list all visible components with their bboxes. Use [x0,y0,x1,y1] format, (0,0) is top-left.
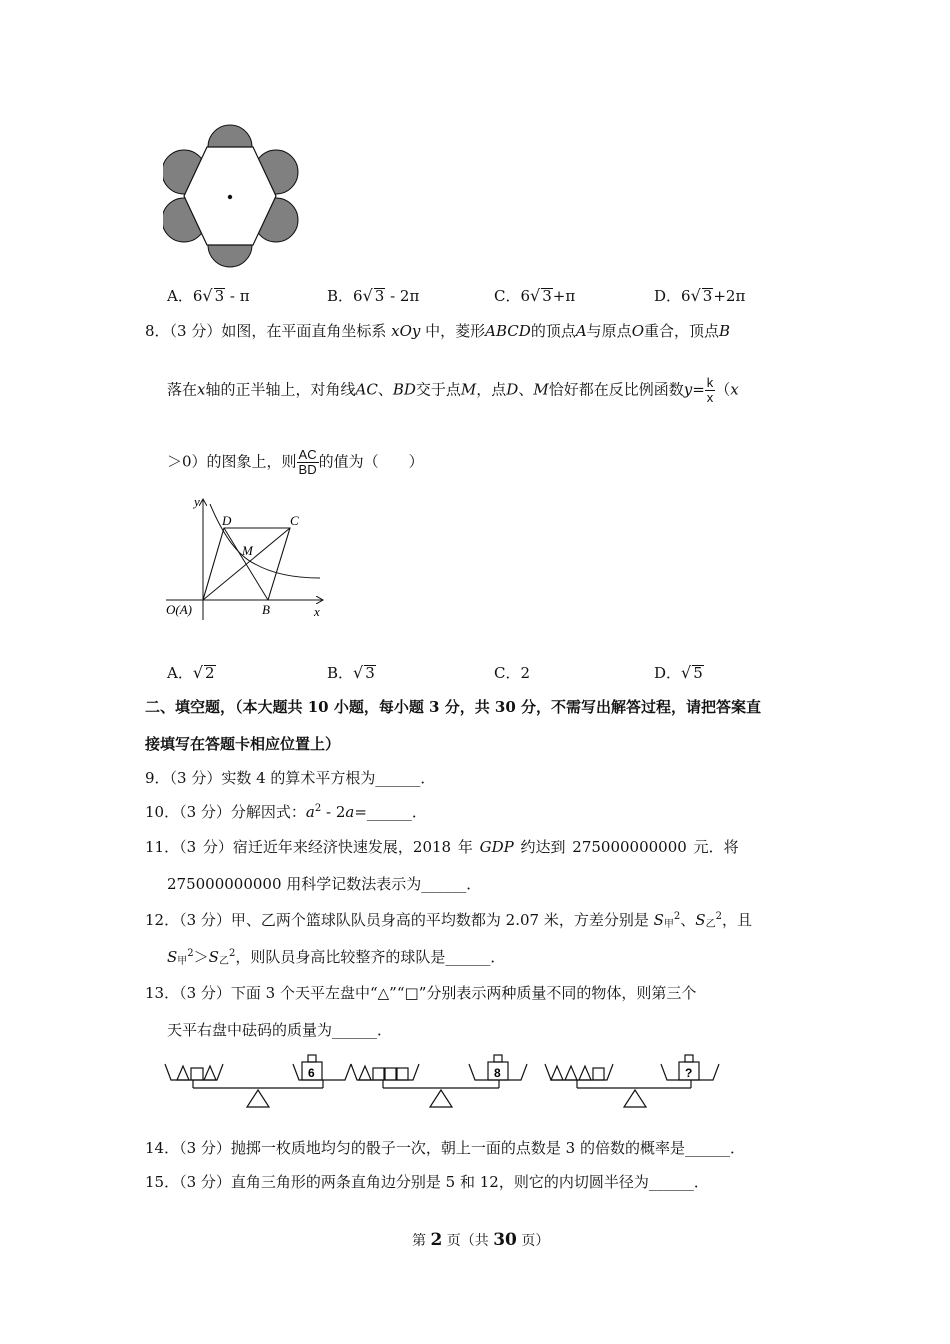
q7-option-b: B．6√ 3 - 2π [327,286,420,305]
graph-label-c: C [290,513,299,528]
k-over-x-fraction: $\frac{k}{x}$ [706,375,714,405]
q8-line1: 8．（3 分）如图，在平面直角坐标系 xOy 中，菱形ABCD的顶点A与原点O重合，顶点B [145,322,731,340]
q11-line1: 11．（3 分）宿迁近年来经济快速发展，2018 年 GDP 约达到 275000000000 元．将 [145,838,739,856]
q7-flower-figure [163,122,303,272]
page-footer: 第 2 页（共 30 页） [412,1230,550,1250]
q13-balances-figure [163,1052,733,1118]
graph-label-m: M [242,543,253,558]
q11-line2: 275000000000 用科学记数法表示为______． [167,875,482,893]
q8-option-d: D．√ 5 [654,663,703,682]
weight-2-label: 8 [494,1066,501,1080]
q9: 9．（3 分）实数 4 的算术平方根为______． [145,769,436,787]
q12-line1: 12．（3 分）甲、乙两个篮球队队员身高的平均数都为 2.07 米，方差分别是 $S_甲^2$、$S_乙^2$，且 [145,911,752,930]
graph-label-y: y [194,494,200,509]
graph-label-d: D [222,513,232,528]
balance-3 [545,1055,719,1107]
q10: 10．（3 分）分解因式：$a^2$ - 2a=______． [145,803,427,821]
q8-option-c: C．2 [494,664,531,682]
q13-line2: 天平右盘中砝码的质量为______． [167,1021,393,1039]
weight-3-label: ? [685,1066,693,1080]
q15: 15．（3 分）直角三角形的两条直角边分别是 5 和 12，则它的内切圆半径为______． [145,1173,709,1191]
q14: 14．（3 分）抛掷一枚质地均匀的骰子一次，朝上一面的点数是 3 的倍数的概率是______． [145,1139,745,1157]
balance-1 [165,1055,351,1107]
ac-over-bd-fraction: $\frac{AC}{BD}$ [298,447,317,477]
q8-line3: ＞0）的图象上，则 $\frac{AC}{BD}$ 的值为（ ） [167,447,424,477]
q13-line1: 13．（3 分）下面 3 个天平左盘中“△”“□”分别表示两种质量不同的物体，则第三个 [145,984,697,1002]
balance-2 [351,1055,527,1107]
graph-label-x: x [314,604,320,619]
graph-label-b: B [262,602,270,617]
section-2-heading-line2: 接填写在答题卡相应位置上） [145,735,341,753]
q8-rhombus-graph [160,492,340,622]
weight-1-label: 6 [308,1066,315,1080]
graph-label-origin: O(A) [166,602,192,617]
q8-option-a: A．√ 2 [167,663,215,682]
q12-line2: $S_甲^2>S_乙^2$，则队员身高比较整齐的球队是______． [167,948,506,967]
q8-option-b: B．√ 3 [327,663,375,682]
q8-line2: 落在x轴的正半轴上，对角线AC、BD交于点M，点D、M恰好都在反比例函数y= $\frac{k}{x}$ （x [167,375,739,405]
section-2-heading-line1: 二、填空题，（本大题共 10 小题，每小题 3 分，共 30 分，不需写出解答过程，请把答案直 [145,698,762,716]
q7-option-c: C．6√ 3+π [494,286,576,305]
q7-option-d: D．6√ 3+2π [654,286,746,305]
q7-option-a: A．6√ 3 - π [167,286,250,305]
